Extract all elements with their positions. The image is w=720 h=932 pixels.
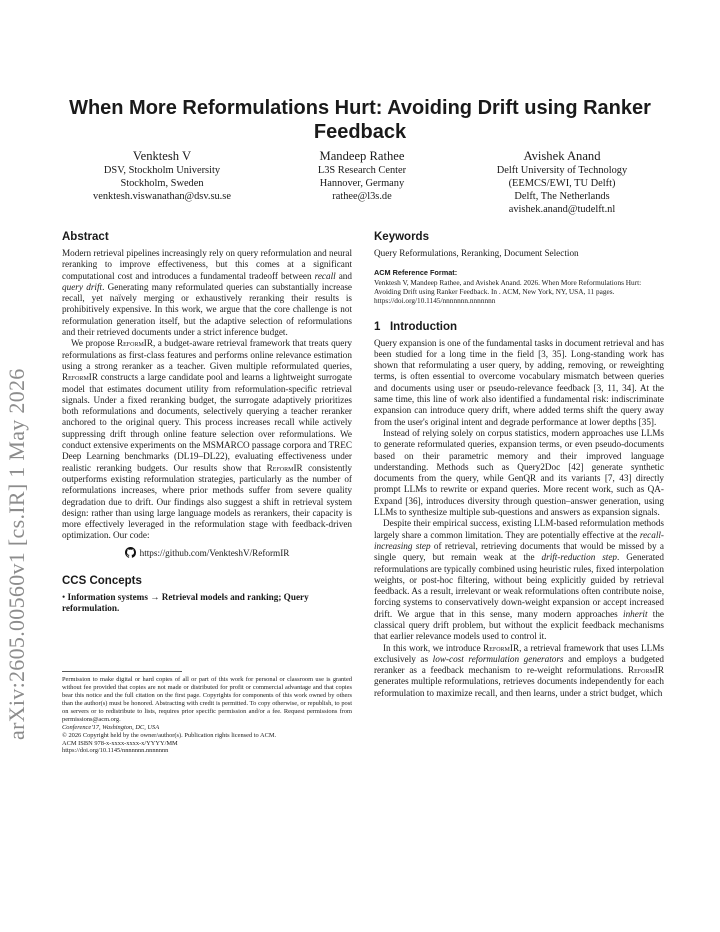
intro-paragraph-3: Despite their empirical success, existing LLM-based reformulation methods largely share a common limitation. They are potentially effective at the recall-increasing step of retrieval, retrieving documents that would be missed by a single query, but remain weak at the drift-reduction step. Generated reformulations are typically combined using heuristic rules, fixed interpolation weights, or post-hoc filtering, without being explicitly guided by retrieval feedback. As a result, irrelevant or weak reformulations often contribute noise, forcing systems to conservatively down-weight expansion or accept increased drift. We argue that in this sense, many modern approaches inherit the classical query drift problem, but without the explicit feedback mechanisms that earlier relevance models used to control it. [374,518,665,642]
footnote-divider [62,671,182,672]
author-email: venktesh.viswanathan@dsv.su.se [93,191,231,202]
acm-reference-text: Venktesh V, Mandeep Rathee, and Avishek Anand. 2026. When More Reformulations Hurt: Avoiding Drift using Ranker Feedback. In . ACM, New York, NY, USA, 11 pages. https://doi.org/10.1145/nnnnnnn.nnnnnnn [374,278,642,306]
intro-paragraph-4: In this work, we introduce ReformIR, a retrieval framework that uses LLMs exclusively as low-cost reformulation generators and employs a budgeted reranker as a feedback mechanism to re-weight reformulations. ReformIR generates multiple reformulations, retrieves documents independently for each reformulation to maximize recall, and then learns, under a strict budget, which [374,642,664,698]
author-name: Mandeep Rathee [319,149,405,163]
paper-title: When More Reformulations Hurt: Avoiding Drift using Ranker Feedback [69,97,651,143]
author-location: Stockholm, Sweden [120,178,204,189]
ccs-concepts: • Information systems → Retrieval models and ranking; Query reformulation. [62,591,309,614]
isbn-line: ACM ISBN 978-x-xxxx-xxxx-x/YYYY/MM [62,739,178,747]
author-affiliation: Delft University of Technology [496,165,628,176]
introduction-heading: 1 Introduction [374,320,458,333]
author-location: Hannover, Germany [319,178,405,189]
github-link-row [62,547,352,558]
intro-paragraph-1: Query expansion is one of the fundamental tasks in document retrieval and has been studied for a long time in the field [3, 35]. Long-standing work has shown that reformulating a user query, by adding, removing, or reweighting terms, is often essential to overcome vocabulary mismatch between queries and documents using user or pseudo-relevance feedback [3, 11, 34]. At the same time, this line of work also identified a fundamental risk: indiscriminate expansion can introduce query drift, where added terms shift the query away from the user's original intent and degrade performance at lower depths [35]. [374,337,664,427]
keywords-text: Query Reformulations, Reranking, Document Selection [374,248,579,258]
right-column [374,230,664,699]
permission-notice: Permission to make digital or hard copies of all or part of this work for personal or classroom use is granted without fee provided that copies are not made or distributed for profit or commercial advantage and that copies bear this notice and the full citation on the first page. Copyrights for components of this work owned by others than the author(s) must be honored. Abstracting with credit is permitted. To copy otherwise, or republish, to post on servers or to redistribute to lists, requires prior specific permission and/or a fee. Request permissions from permissions@acm.org. [62,676,352,723]
abstract-paragraph-1: Modern retrieval pipelines increasingly rely on query reformulation and neural reranking to improve effectiveness, but this comes at a significant computational cost and introduces a fundamental tradeoff between recall and query drift. Generating many reformulated queries can substantially increase recall, yet naïvely merging or exhaustively reranking their results is prohibitively expensive. In this work, we argue that the core challenge is not reformulation generation itself, but the adaptive selection of reformulations and their retrieved documents under a strict inference budget. [62,248,352,338]
author-3 [462,148,662,216]
acm-reference-heading: ACM Reference Format: [374,268,458,278]
author-email: rathee@l3s.de [332,191,392,202]
author-name: Venktesh V [132,149,192,163]
author-email: avishek.anand@tudelft.nl [508,204,616,215]
conference-line: Conference'17, Washington, DC, USA [62,723,160,731]
github-icon [125,547,136,558]
abstract-heading: Abstract [62,231,109,243]
author-affiliation: L3S Research Center [317,165,407,176]
method-name: ReformIR [117,338,153,349]
intro-paragraph-2: Instead of relying solely on corpus statistics, modern approaches use LLMs to generate reformulated queries, expansion terms, or even pseudo-documents based on their parametric memory and their improved language understanding. Methods such as Query2Doc [42] generate synthetic documents from the query, while GenQR and its variants [7, 43] directly prompt LLMs to rewrite or expand queries. More recent work, such as QA-Expand [36], introduces diversity through question–answer generation, using LLMs to synthesize multiple sub-questions and answers as expansion signals. [374,427,664,518]
author-location: Delft, The Netherlands [514,191,610,202]
ccs-heading: CCS Concepts [62,574,142,587]
doi-line: https://doi.org/10.1145/nnnnnnn.nnnnnnn [62,747,169,755]
keywords-heading: Keywords [374,231,429,243]
author-affiliation-sub: (EEMCS/EWI, TU Delft) [508,178,616,189]
author-1 [62,148,262,216]
left-column [62,230,352,755]
author-affiliation: DSV, Stockholm University [103,165,221,176]
author-2 [262,148,462,216]
copyright-line: © 2026 Copyright held by the owner/author(s). Publication rights licensed to ACM. [62,731,277,739]
arxiv-stamp: arXiv:2605.00560v1 [cs.IR] 1 May 2026 [4,368,29,740]
author-block [62,148,662,216]
github-link[interactable]: https://github.com/VenkteshV/ReformIR [139,547,290,558]
author-name: Avishek Anand [523,149,601,163]
abstract-paragraph-2: We propose ReformIR, a budget-aware retrieval framework that treats query reformulations as first-class features and performs online relevance estimation using a strong reranker as a teacher. Given multiple reformulated queries, ReformIR constructs a large candidate pool and learns a lightweight surrogate model that estimates document utility from reformulation-specific retrieval signals. Under a fixed reranking budget, the surrogate adaptively prioritizes both reformulations and documents, selectively querying a teacher reranker anchored to the original query. This process increases recall while actively suppressing drift through online feature selection over reformulations. We conduct extensive experiments on the MSMARCO passage corpora and TREC Deep Learning benchmarks (DL19–DL22), evaluating effectiveness under realistic reranking budgets. Our results show that ReformIR consistently outperforms existing reformulation strategies, particularly as the number of reformulations increases, where prior methods suffer from severe quality degradation due to drift. Our findings also suggest a shift in retrieval system design: rather than using large language models as rerankers, their capacity is more effectively leveraged in the reformulation stage with feedback-driven optimization. Our code: [62,338,352,541]
